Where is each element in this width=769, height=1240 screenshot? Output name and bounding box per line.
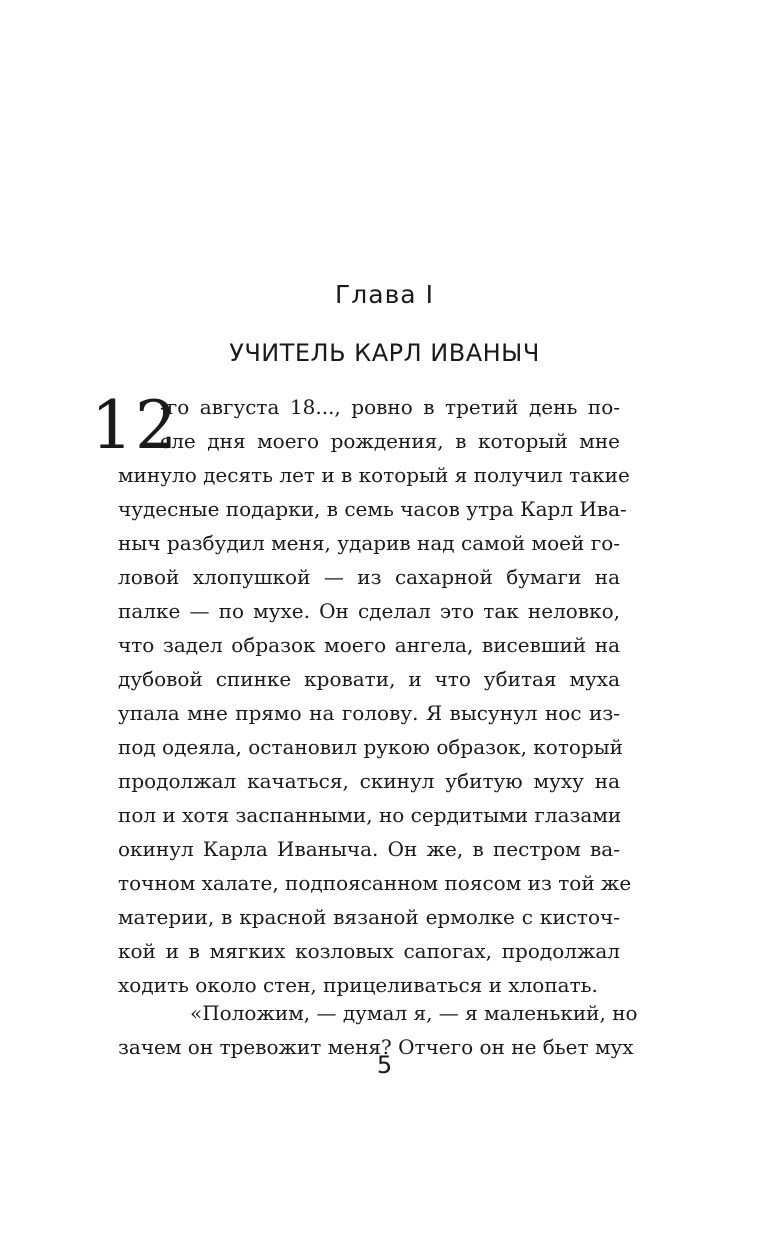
text-line: сле дня моего рождения, в который мне [160, 429, 620, 453]
text-line: зачем он тревожит меня? Отчего он не бьет мух [118, 1035, 634, 1059]
text-line: дубовой спинке кровати, и что убитая муха [118, 667, 620, 691]
text-line: пол и хотя заспанными, но сердитыми глазами [118, 803, 622, 827]
text-line: продолжал качаться, скинул убитую муху на [118, 769, 620, 793]
page-number: 5 [376, 1051, 393, 1079]
text-line: точном халате, подпоясанном поясом из той же [118, 871, 632, 895]
text-line: ходить около стен, прицеливаться и хлопать. [118, 973, 598, 997]
text-line: палке — по мухе. Он сделал это так неловко, [118, 599, 620, 623]
text-line: «Положим, — думал я, — я маленький, но [190, 1001, 638, 1025]
chapter-title: УЧИТЕЛЬ КАРЛ ИВАНЫЧ [229, 339, 540, 367]
text-line: под одеяла, остановил рукою образок, который [118, 735, 623, 759]
text-line: кой и в мягких козловых сапогах, продолжал [118, 939, 620, 963]
text-line: ныч разбудил меня, ударив над самой моей го- [118, 531, 620, 555]
text-line: окинул Карла Иваныча. Он же, в пестром ва- [118, 837, 620, 861]
text-line: чудесные подарки, в семь часов утра Карл Ива- [118, 497, 627, 521]
drop-cap: 12 [91, 387, 179, 464]
text-line: -го августа 18..., ровно в третий день по- [160, 395, 620, 419]
chapter-label: Глава I [335, 280, 434, 309]
text-line: материи, в красной вязаной ермолке с кисточ- [118, 905, 620, 929]
text-line: что задел образок моего ангела, висевший на [118, 633, 620, 657]
text-line: ловой хлопушкой — из сахарной бумаги на [118, 565, 620, 589]
text-line: минуло десять лет и в который я получил такие [118, 463, 630, 487]
text-line: упала мне прямо на голову. Я высунул нос из- [118, 701, 620, 725]
